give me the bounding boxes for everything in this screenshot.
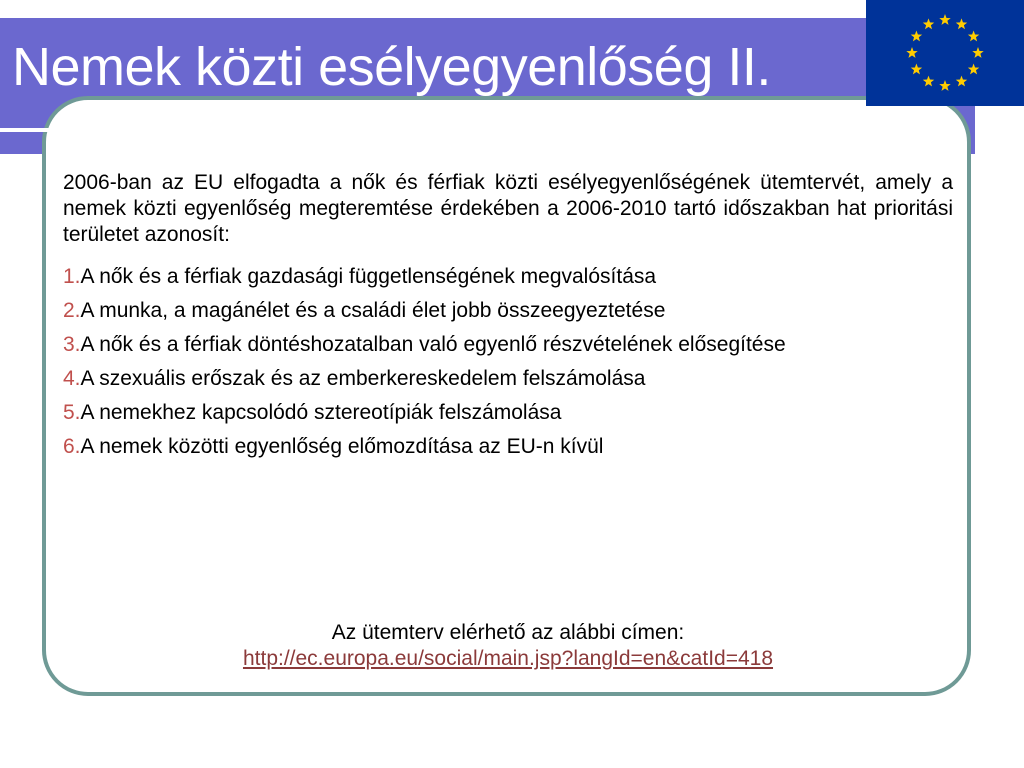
list-number: 1.	[63, 265, 81, 288]
list-item	[63, 434, 953, 460]
list-item	[63, 298, 953, 324]
list-item	[63, 400, 953, 426]
list-number: 6.	[63, 435, 81, 458]
list-text: A szexuális erőszak és az emberkereskedelem felszámolása	[80, 367, 646, 390]
list-text: A nemek közötti egyenlőség előmozdítása az EU-n kívül	[80, 435, 604, 458]
list-number: 4.	[63, 367, 81, 390]
list-text: A nemekhez kapcsolódó sztereotípiák felszámolása	[80, 401, 562, 424]
title-underline	[0, 128, 905, 132]
list-text: A munka, a magánélet és a családi élet jobb összeegyeztetése	[80, 299, 666, 322]
list-text: A nők és a férfiak döntéshozatalban való egyenlő részvételének elősegítése	[80, 333, 786, 356]
roadmap-link[interactable]: http://ec.europa.eu/social/main.jsp?langId=en&catId=418	[242, 647, 774, 670]
intro-paragraph: 2006-ban az EU elfogadta a nők és férfiak közti esélyegyenlőségének ütemtervét, amely a nemek közti egyenlőség megteremtése érdekében a 2006-2010 tartó időszakban hat prioritási területet azonosít:	[63, 171, 953, 246]
list-text: A nők és a férfiak gazdasági függetlenségének megvalósítása	[80, 265, 657, 288]
list-number: 2.	[63, 299, 81, 322]
list-number: 3.	[63, 333, 81, 356]
list-item	[63, 366, 953, 392]
slide-title: Nemek közti esélyegyenlőség II.	[12, 37, 771, 97]
list-item	[63, 332, 953, 358]
eu-flag-icon	[866, 0, 1024, 106]
list-item	[63, 264, 953, 290]
slide-body	[63, 170, 953, 468]
list-number: 5.	[63, 401, 81, 424]
footer	[63, 620, 953, 672]
priority-list	[63, 264, 953, 460]
footer-label: Az ütemterv elérhető az alábbi címen:	[331, 621, 685, 644]
